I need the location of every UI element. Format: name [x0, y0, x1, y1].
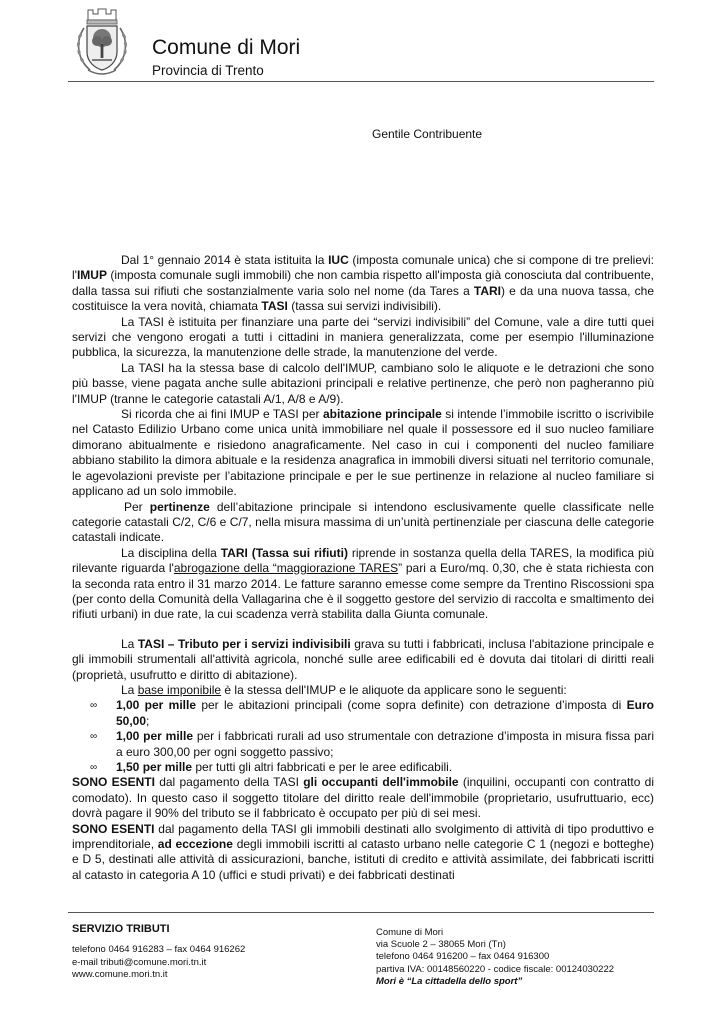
service-email[interactable]: e-mail tributi@comune.mori.tn.it: [72, 956, 207, 968]
letter-body: [72, 253, 654, 883]
text-underlined: base imponibile: [137, 682, 222, 697]
text-bold: pertinenze: [149, 499, 210, 514]
text-run: La disciplina della: [121, 545, 221, 560]
text-bold: IMUP: [76, 268, 107, 283]
paragraph-tasi-purpose: La TASI è istituita per finanziare una parte dei “servizi indivisibili” del Comune, vale a dire tutti quei servizi che vengono erogati a tutti i cittadini in maniera generalizzata, come per esempio l'illuminazione pubblica, la sicurezza, la manutenzione delle strade, la manutenzione del verde.: [72, 314, 654, 360]
text-bold: abitazione principale: [322, 407, 442, 422]
text-bold: 1,00 per mille: [116, 729, 194, 744]
text-bold: TARI: [473, 283, 502, 298]
paragraph-abitazione-principale: [72, 407, 654, 499]
municipality-title: Comune di Mori: [152, 36, 301, 59]
text-run: è la stessa dell'IMUP e le aliquote da applicare sono le seguenti:: [221, 682, 567, 697]
text-run: ;: [146, 713, 150, 728]
footer-phone: telefono 0464 916200 – fax 0464 916300: [376, 951, 550, 963]
text-run: per i fabbricati rurali ad uso strumentale con detrazione d’imposta in misura fissa pari a euro 300,00 per ogni soggetto passivo;: [116, 729, 654, 759]
text-run: La: [121, 682, 138, 697]
text-run: grava su tutti i fabbricati, inclusa l'abitazione principale e gli immobili strumentali all'attività agricola, nonché sulle aree edificabili ed è dovuta dai titolari di diritti reali (proprietà, usufrutto e diritto di abitazione).: [72, 636, 655, 682]
text-run: Si ricorda che ai fini IMUP e TASI per: [121, 407, 323, 422]
text-bold: SONO ESENTI: [72, 821, 155, 836]
text-run: (imposta comunale sugli immobili) che non cambia rispetto all'imposta già conosciuta dal contribuente, dalla tassa sui rifiuti che sostanzialmente varia solo nel nome (da Tares a: [72, 268, 654, 298]
paragraph-base-imponibile: [72, 683, 654, 698]
text-bold: IUC: [328, 253, 349, 267]
text-run: Per: [124, 499, 150, 514]
text-run: dal pagamento della TASI gli immobili destinati allo svolgimento di attività di tipo produttivo e imprenditoriale,: [72, 821, 654, 852]
infinity-bullet-icon: ∞: [90, 700, 98, 712]
text-run: La: [121, 636, 138, 651]
text-run: riprende in sostanza quella della TARES, la modifica più rilevante riguarda l': [72, 545, 655, 576]
list-item: [72, 698, 654, 729]
text-bold: TARI (Tassa sui rifiuti): [220, 545, 348, 560]
text-bold: TASI: [261, 299, 288, 314]
footer-municipality-name: Comune di Mori: [376, 927, 444, 938]
text-bold: SONO ESENTI: [72, 775, 155, 790]
paragraph-iuc: [72, 253, 654, 315]
infinity-bullet-icon: ∞: [90, 762, 98, 773]
paragraph-pertinenze: [72, 500, 654, 546]
text-run: per le abitazioni principali (come sopra definite) con detrazione d’imposta di: [196, 698, 627, 713]
province-subtitle: Provincia di Trento: [152, 63, 264, 78]
footer-motto: Mori è “La cittadella dello sport”: [376, 975, 523, 987]
text-bold: ad eccezione: [157, 837, 233, 852]
infinity-bullet-icon: ∞: [90, 731, 98, 743]
service-name: SERVIZIO TRIBUTI: [72, 923, 170, 935]
text-run: (imposta comunale unica) che si compone di tre prelievi: l': [72, 253, 654, 283]
text-run: si intende l’immobile iscritto o iscrivibile nel Catasto Edilizio Urbano come unica unità immobiliare nel quale il possessore ed il suo nucleo familiare dimorano abitualmente e risiedono anagraficamente. Nel caso in cui i componenti del nucleo familiare abbiano stabilito la dimora abituale e la residenza anagrafica in immobili diversi situati nel territorio comunale, le agevolazioni previste per l’abitazione principale e per le sue pertinenze in relazione al nucleo familiare si applicano ad un solo immobile.: [72, 407, 654, 499]
text-run: ) e da una nuova tassa, che costituisce la vera novità, chiamata: [72, 283, 655, 314]
text-run: ” pari a Euro/mq. 0,30, che è stata richiesta con la seconda rata entro il 31 marzo 2014. Le fatture saranno emesse come sempre da Trentino Riscossioni spa (per conto della Comunità della Vallagarina che è il soggetto gestore del servizio di raccolta e smaltimento dei rifiuti urbani) in due rate, la cui scadenza verrà stabilita dalla Giunta comunale.: [72, 561, 654, 622]
footer-divider: [68, 912, 654, 913]
text-underlined: abrogazione della “maggiorazione TARES: [173, 561, 399, 576]
list-item: [72, 729, 654, 760]
text-bold: gli occupanti dell'immobile: [303, 775, 459, 790]
text-run: dell’abitazione principale si intendono esclusivamente quelle classificate nelle categorie catastali C/2, C/6 e C/7, nella misura massima di un’unità pertinenziale per ciascuna delle categorie catastali indicate.: [72, 499, 654, 545]
paragraph-esenti-produttivi: [72, 822, 654, 884]
text-run: (inquilini, occupanti con contratto di comodato). In questo caso il soggetto titolare del diritto reale dell'immobile (proprietario, usufruttuario, ecc) dovrà pagare il 90% del tributo se il fabbricato è occupato per più di sei mesi.: [72, 775, 654, 821]
footer-vat: partiva IVA: 00148560220 - codice fiscale: 00124030222: [376, 963, 615, 975]
text-bold: 1,00 per mille: [116, 698, 197, 713]
list-item: [72, 760, 654, 775]
paragraph-esenti-occupanti: [72, 775, 654, 821]
paragraph-tari: [72, 546, 654, 623]
paragraph-tasi-tributo: [72, 637, 654, 683]
paragraph-tasi-base: La TASI ha la stessa base di calcolo dell'IMUP, cambiano solo le aliquote e le detrazioni che sono più basse, viene pagata anche sulle abitazioni principali e relative pertinenze, che però non pagheranno più l'IMUP (tranne le categorie catastali A/1, A/8 e A/9).: [72, 360, 654, 406]
service-phone: telefono 0464 916283 – fax 0464 916262: [72, 944, 246, 956]
text-run: per tutti gli altri fabbricati e per le aree edificabili.: [192, 760, 453, 774]
header-divider: [68, 81, 654, 82]
text-run: (tassa sui servizi indivisibili).: [287, 299, 442, 314]
text-run: dal pagamento della TASI: [154, 775, 304, 790]
service-website[interactable]: www.comune.mori.tn.it: [72, 969, 168, 981]
text-run: Dal 1° gennaio 2014 è stata istituita la: [121, 253, 329, 267]
text-bold: Euro 50,00: [116, 698, 654, 728]
footer-service-contacts: [72, 923, 245, 982]
municipal-coat-of-arms-icon: [74, 6, 130, 78]
text-run: degli immobili iscritti al catasto urbano nelle categorie C 1 (negozi e botteghe) e D 5, destinati alle attività di assicurazioni, banche, istituti di credito e attività assimilate, dei fabbricati iscritti al catasto in categoria A 10 (uffici e studi privati) e dei fabbricati destinati: [72, 837, 655, 882]
text-bold: 1,50 per mille: [116, 760, 193, 774]
text-bold: TASI – Tributo per i servizi indivisibili: [137, 636, 351, 651]
greeting: Gentile Contribuente: [372, 127, 483, 141]
footer-address: via Scuole 2 – 38065 Mori (Tn): [376, 939, 506, 951]
footer-municipality-info: [376, 927, 614, 988]
